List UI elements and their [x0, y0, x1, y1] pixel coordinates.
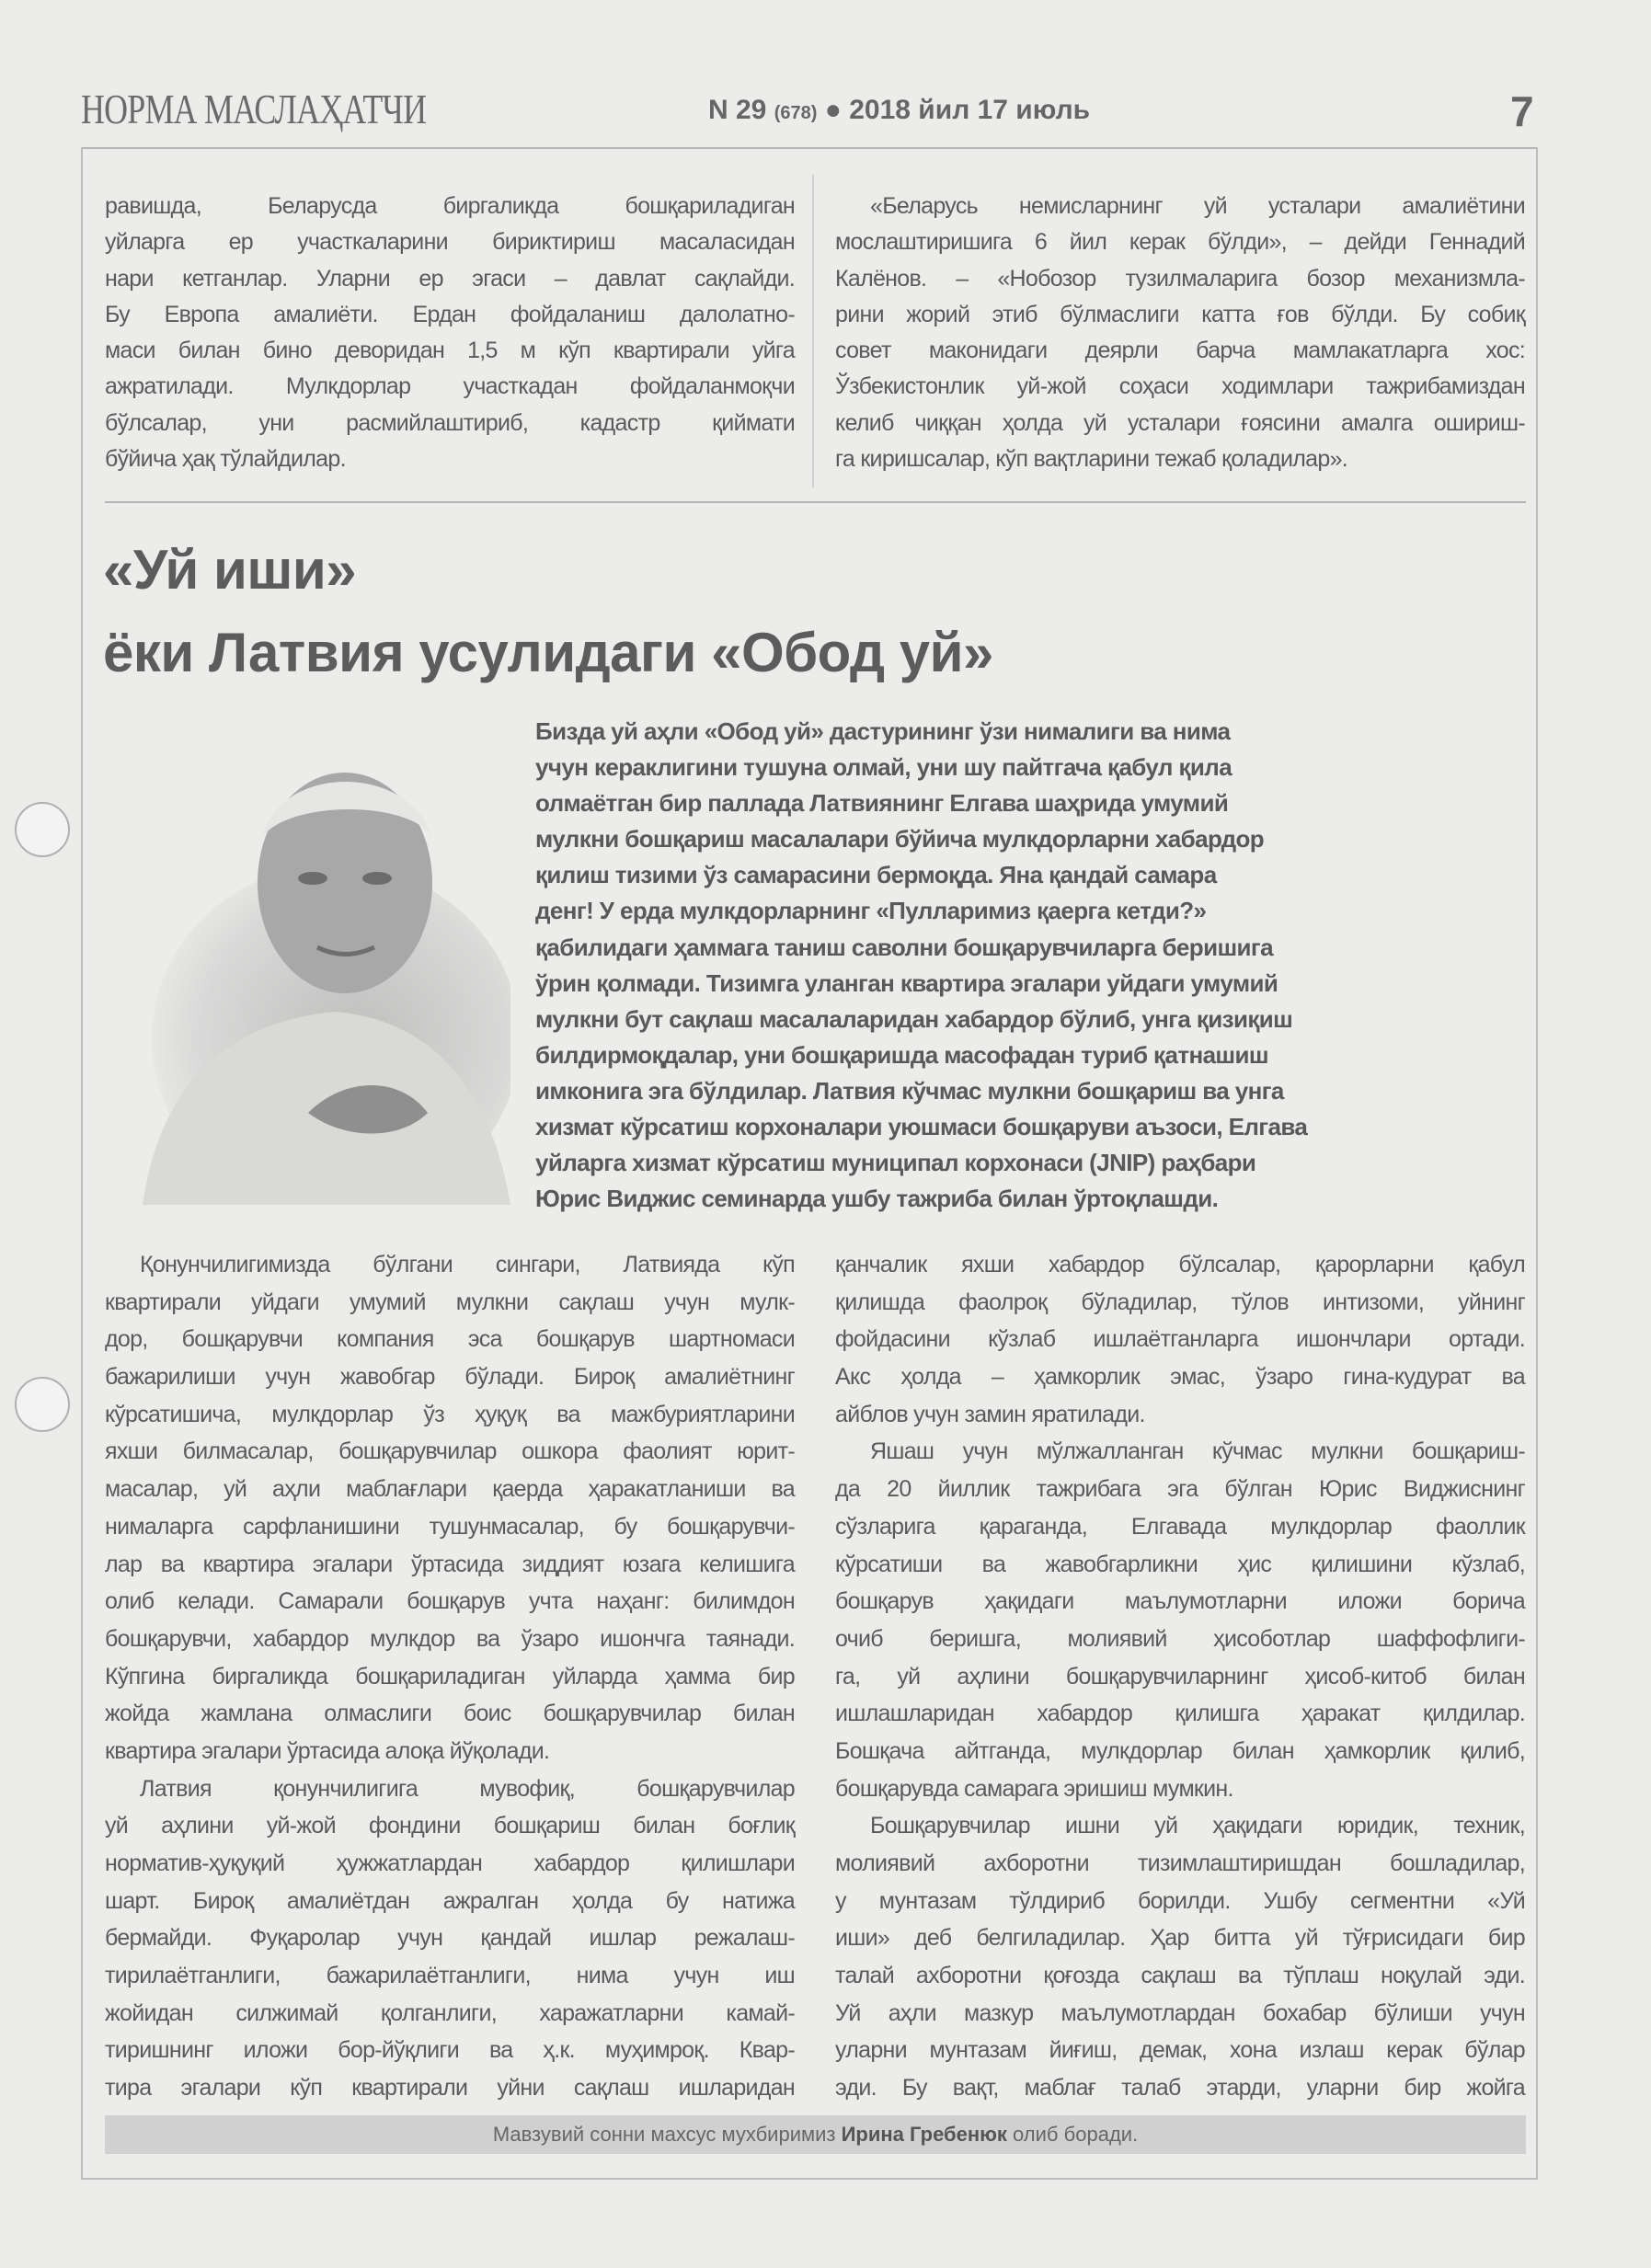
text-line: билдирмоқдалар, уни бошқаришда масофадан туриб қатнашиш	[535, 1040, 1268, 1069]
text-line: Яшаш учун мўлжалланган кўчмас мулкни бошқариш-	[870, 1438, 1525, 1465]
issue-info	[708, 95, 1090, 126]
text-line: ажратилади. Мулкдорлар участкадан фойдаланмоқчи	[105, 373, 795, 400]
text-line: нари кетганлар. Уларни ер эгаси – давлат сақлайди.	[105, 265, 795, 292]
article-body-left	[105, 1246, 795, 2107]
text-line: қилиш тизими ўз самарасини бермоқда. Яна қандай самара	[535, 861, 1217, 889]
text-line: келиб чиққан ҳолда уй усталари ғоясини амалга ошириш-	[835, 409, 1525, 436]
text-line: Бошқача айтганда, мулкдорлар билан ҳамкорлик қилиб,	[835, 1737, 1525, 1764]
text-line: норматив-ҳуқуқий ҳужжатлардан хабардор қилишлари	[105, 1850, 795, 1876]
text-line: «Беларусь немисларнинг уй усталари амалиётини	[870, 193, 1525, 219]
continued-column-right	[835, 189, 1525, 477]
text-line: Акс ҳолда – ҳамкорлик эмас, ўзаро гина-кудурат ва	[835, 1364, 1525, 1391]
continued-column-left	[105, 189, 795, 477]
text-line: уйларга ер участкаларини бириктириш масаласидан	[105, 229, 795, 256]
text-line: учун кераклигини тушуна олмай, уни шу пайтгача қабул қила	[535, 753, 1233, 782]
text-line: у мунтазам тўлдириб борилди. Ушбу сегментни «Уй	[835, 1887, 1525, 1914]
credit-prefix: Мавзувий сонни махсус мухбиримиз	[492, 2123, 842, 2146]
text-line: жойидан силжимай қолганлиги, харажатларни камай-	[105, 1999, 795, 2026]
text-line: квартирали уйдаги умумий мулкни сақлаш учун мулк-	[105, 1289, 795, 1315]
text-line: уларни мунтазам йиғиш, демак, хона излаш керак бўлар	[835, 2037, 1525, 2064]
text-line: олиб келади. Самарали бошқарув учта наҳанг: билимдон	[105, 1588, 795, 1615]
text-line: тирилаётганлиги, бажарилаётганлиги, нима учун иш	[105, 1963, 795, 1989]
text-line: қилишда фаолроқ бўладилар, тўлов интизоми, уйнинг	[835, 1289, 1525, 1315]
newspaper-masthead: НОРМА МАСЛАҲАТЧИ	[81, 86, 427, 132]
text-line: молиявий ахборотни тизимлаштиришдан бошладилар,	[835, 1850, 1525, 1876]
text-line: тиришнинг иложи бор-йўқлиги ва ҳ.к. муҳимроқ. Квар-	[105, 2037, 795, 2064]
text-line: Бошқарувчилар ишни уй ҳақидаги юридик, техник,	[870, 1813, 1525, 1839]
punch-hole	[15, 1377, 70, 1432]
text-line: Ўзбекистонлик уй-жой соҳаси ходимлари тажрибамиздан	[835, 373, 1525, 400]
text-line: нималарга сарфланишини тушунмасалар, бу бошқарувчи-	[105, 1513, 795, 1540]
text-line: квартира эгалари ўртасида алоқа йўқолади.	[105, 1737, 550, 1764]
text-line: денг! У ерда мулкдорларнинг «Пулларимиз қаерга кетди?»	[535, 897, 1207, 925]
text-line: бўйича ҳақ тўлайдилар.	[105, 446, 346, 473]
text-line: Бизда уй аҳли «Обод уй» дастурининг ўзи нималиги ва нима	[535, 717, 1231, 745]
credit-author: Ирина Гребенюк	[841, 2123, 1007, 2146]
editor-credit-bar	[105, 2115, 1526, 2154]
text-line: қанчалик яхши хабардор бўлсалар, қарорларни қабул	[835, 1252, 1525, 1277]
issue-number: N 29	[708, 95, 767, 125]
text-line: яхши билмасалар, бошқарувчилар ошкора фаолият юрит-	[105, 1438, 795, 1465]
text-line: имконига эга бўлдилар. Латвия кўчмас мулкни бошқариш ва унга	[535, 1076, 1284, 1105]
text-line: жойда жамлана олмаслиги боис бошқарувчилар билан	[105, 1701, 795, 1727]
text-line: қабилидаги ҳаммага таниш саволни бошқарувчиларга беришига	[535, 933, 1274, 961]
text-line: бажарилиши учун жавобгар бўлади. Бироқ амалиётнинг	[105, 1364, 795, 1391]
text-line: совет маконидаги деярли барча мамлакатларга хос:	[835, 338, 1525, 364]
text-line: рини жорий этиб бўлмаслиги катта ғов бўлди. Бу собиқ	[835, 301, 1525, 327]
text-line: очиб беришга, молиявий ҳисоботлар шаффофлиги-	[835, 1625, 1525, 1652]
text-line: уйларга хизмат кўрсатиш муниципал корхонаси (JNIP) раҳбари	[535, 1149, 1256, 1177]
text-line: бермайди. Фуқаролар учун қандай ишлар режалаш-	[105, 1925, 795, 1952]
text-line: Юрис Виджис семинарда ушбу тажриба билан ўртоқлашди.	[535, 1185, 1219, 1213]
text-line: бошқарувчи, хабардор мулкдор ва ўзаро ишончга таянади.	[105, 1625, 795, 1652]
text-line: мослаштиришига 6 йил керак бўлди», – дейди Геннадий	[835, 229, 1525, 256]
text-line: талай ахборотни қоғозда сақлаш ва тўплаш ноқулай эди.	[835, 1963, 1525, 1989]
text-line: хизмат кўрсатиш корхоналари уюшмаси бошқаруви аъзоси, Елгава	[535, 1113, 1308, 1141]
text-line: бошқарувда самарага эришиш мумкин.	[835, 1775, 1233, 1802]
text-line: маси билан бино деворидан 1,5 м кўп квартирали уйга	[105, 338, 795, 364]
text-line: айблов учун замин яратилади.	[835, 1401, 1145, 1427]
text-line: олмаётган бир паллада Латвиянинг Елгава шаҳрида умумий	[535, 789, 1229, 818]
text-line: Кўпгина биргаликда бошқариладиган уйларда ҳамма бир	[105, 1663, 795, 1690]
text-line: фойдасини кўзлаб ишлаётганларга ишончлари ортади.	[835, 1326, 1525, 1353]
text-line: мулкни бут сақлаш масалаларидан хабардор бўлиб, унга қизиқиш	[535, 1004, 1293, 1033]
text-line: ишлашларидан хабардор қилишга ҳаракат қилдилар.	[835, 1701, 1525, 1727]
issue-total: (678)	[774, 103, 818, 123]
text-line: мулкни бошқариш масалалари бўйича мулкдорларни хабардор	[535, 825, 1265, 853]
text-line: Бу Европа амалиёти. Ердан фойдаланиш далолатно-	[105, 301, 795, 327]
text-line: равишда, Беларусда биргаликда бошқариладиган	[105, 193, 795, 219]
article-lead	[535, 714, 1464, 1217]
article-title-line2: ёки Латвия усулидаги «Обод уй»	[103, 622, 993, 683]
portrait-photo	[106, 727, 510, 1205]
text-line: тира эгалари кўп квартирали уйни сақлаш ишларидан	[105, 2075, 795, 2102]
text-line: Қонунчилигимизда бўлгани сингари, Латвияда кўп	[140, 1252, 795, 1277]
text-line: бошқарув ҳақидаги маълумотларни иложи борича	[835, 1588, 1525, 1615]
text-line: лар ва квартира эгалари ўртасида зиддият юзага келишига	[105, 1551, 795, 1577]
text-line: кўрсатишича, мулкдорлар ўз ҳуқуқ ва мажбуриятларини	[105, 1401, 795, 1427]
column-divider	[812, 175, 814, 487]
article-body-right	[835, 1246, 1525, 2107]
page-number: 7	[1510, 87, 1534, 135]
text-line: иши» деб белгиладилар. Ҳар битта уй тўғрисидаги бир	[835, 1925, 1525, 1952]
text-line: Латвия қонунчилигига мувофиқ, бошқарувчилар	[140, 1775, 795, 1802]
text-line: дор, бошқарувчи компания эса бошқарув шартномаси	[105, 1326, 795, 1353]
bullet-icon: ●	[824, 95, 842, 125]
section-rule	[105, 501, 1526, 503]
text-line: га, уй аҳлини бошқарувчиларнинг ҳисоб-китоб билан	[835, 1663, 1525, 1690]
text-line: шарт. Бироқ амалиётдан ажралган ҳолда бу натижа	[105, 1887, 795, 1914]
text-line: масалар, уй аҳли маблағлари қаерда ҳаракатланиши ва	[105, 1476, 795, 1503]
text-line: бўлсалар, уни расмийлаштириб, кадастр қиймати	[105, 409, 795, 436]
text-line: Уй аҳли мазкур маълумотлардан бохабар бўлиши учун	[835, 1999, 1525, 2026]
text-line: уй аҳлини уй-жой фондини бошқариш билан боғлиқ	[105, 1813, 795, 1839]
issue-date: 2018 йил 17 июль	[849, 95, 1091, 125]
text-line: эди. Бу вақт, маблағ талаб этарди, уларни бир жойга	[835, 2075, 1525, 2102]
text-line: га киришсалар, кўп вақтларини тежаб қоладилар».	[835, 446, 1348, 473]
text-line: да 20 йиллик тажрибага эга бўлган Юрис Виджиснинг	[835, 1476, 1525, 1503]
text-line: сўзларига қараганда, Елгавада мулкдорлар фаоллик	[835, 1513, 1525, 1540]
punch-hole	[15, 802, 70, 857]
article-title-line1: «Уй иши»	[103, 539, 357, 601]
text-line: кўрсатиши ва жавобгарликни ҳис қилишини кўзлаб,	[835, 1551, 1525, 1577]
text-line: Калёнов. – «Нобозор тузилмаларига бозор механизмла-	[835, 265, 1525, 292]
credit-suffix: олиб боради.	[1006, 2123, 1139, 2146]
text-line: ўрин қолмади. Тизимга уланган квартира эгалари уйдаги умумий	[535, 968, 1278, 997]
